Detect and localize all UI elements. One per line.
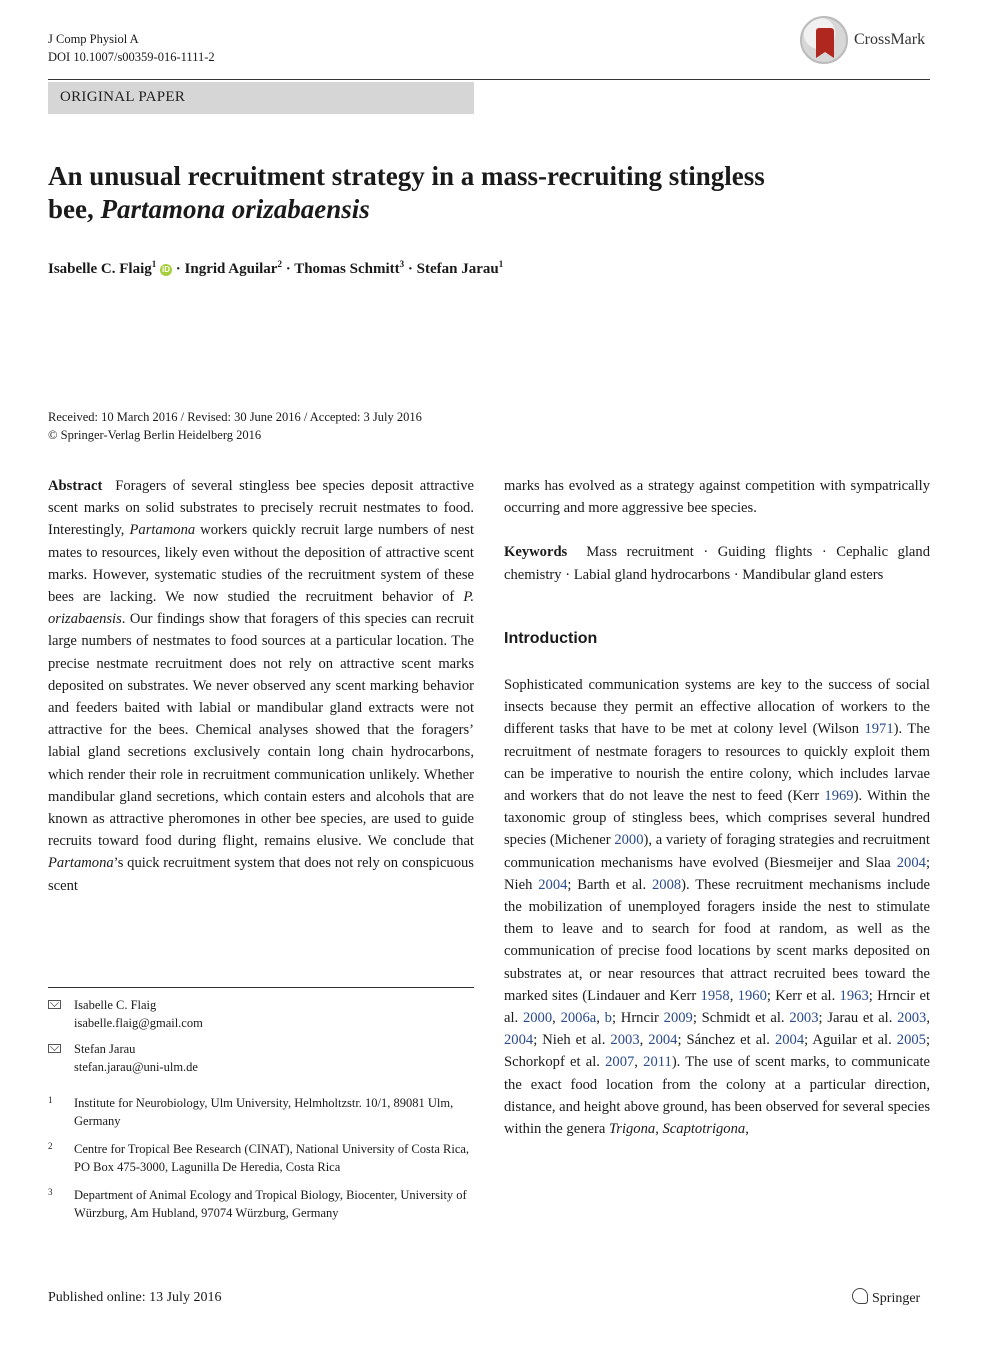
abstract-label: Abstract [48,478,103,494]
correspondence-entry [48,996,474,1032]
header-rule [48,79,930,80]
abstract-text: Abstract Foragers of several stingless bee species deposit attractive scent marks on solid substrates to precisely recruit nestmates to food. Interestingly, Partamona workers quickly recruit large numbers of nest mates to resources, likely even without the deposition of attractive scent marks. However, systematic studies of the recruitment system of these bees are lacking. We now studied the recruitment behavior of P. orizabaensis. Our findings show that foragers of this species can recruit large numbers of nestmates to food sources at a particular location. The precise nestmate recruitment does not rely on attractive scent marks deposited on substrates. We never observed any scent marking behavior and feeders baited with labial or mandibular gland extracts were not attractive for the bees. Chemical analyses showed that the foragers’ labial gland secretions exclusively contain long chain hydrocarbons, which render their role in recruitment communication unlikely. Whether mandibular gland secretions, which contain esters and alcohols that are known as attractive pheromones in other bee species, are used to guide recruits toward food during flight, remains elusive. We conclude that Partamona’s quick recruitment system that does not rely on conspicuous scent [48,478,474,894]
copyright: © Springer-Verlag Berlin Heidelberg 2016 [48,428,262,442]
citation-link[interactable]: 2004 [648,1032,678,1049]
envelope-icon [48,1044,61,1053]
author-name[interactable]: Stefan Jarau [416,261,499,277]
citation-link[interactable]: 1958 [700,987,730,1004]
history-dates: Received: 10 March 2016 / Revised: 30 June 2016 / Accepted: 3 July 2016 [48,410,422,424]
author-name[interactable]: Thomas Schmitt [294,261,400,277]
abstract-continuation: marks has evolved as a strategy against competition with sympatrically occurring and more aggressive bee species. [504,478,930,517]
citation-link[interactable]: 2003 [610,1032,640,1049]
citation-link[interactable]: 2004 [774,1032,805,1049]
published-online: Published online: 13 July 2016 [48,1290,222,1305]
correspondence-name: Stefan Jarau [74,1042,136,1056]
author-list: Isabelle C. Flaig$^1$ iD · Ingrid Aguilar$^2$ · Thomas Schmitt$^3$ · Stefan Jarau$^1$ [48,259,504,277]
citation-link[interactable]: 2007 [605,1054,635,1071]
correspondence-email[interactable]: isabelle.flaig@gmail.com [74,1016,203,1030]
correspondence-block [48,996,474,1084]
author-name[interactable]: Isabelle C. Flaig [48,261,152,277]
citation-link[interactable]: 2004 [504,1032,534,1049]
journal-name: J Comp Physiol A [48,32,139,46]
crossmark-logo-icon [800,16,848,64]
citation-link[interactable]: 1969 [824,788,854,805]
citation-link[interactable]: 2000 [522,1010,553,1027]
citation-link[interactable]: 1971 [864,721,894,738]
citation-link[interactable]: 2004 [896,854,926,871]
publisher-logo[interactable]: Springer [852,1288,920,1307]
citation-link[interactable]: 1963 [839,987,869,1004]
affiliation-item: 3 Department of Animal Ecology and Tropical Biology, Biocenter, University of Würzburg, Am Hubland, 97074 Würzburg, Germany [48,1187,467,1220]
article-dates [48,408,422,444]
footnote-rule [48,987,474,988]
author-name[interactable]: Ingrid Aguilar [184,261,278,277]
introduction-text: Sophisticated communication systems are key to the success of social insects because they permit an effective allocation of workers to the different tasks that have to be met at colony level (Wilson 1971). The recruitment of nestmate foragers to resources to quickly exploit them can be imperative to nourish the entire colony, which includes larvae and workers that do not leave the nest to feed (Kerr 1969). Within the taxonomic group of stingless bees, which comprises several hundred species (Michener 2000), a variety of foraging strategies and recruitment communication mechanisms have evolved (Biesmeijer and Slaa 2004; Nieh 2004; Barth et al. 2008). These recruitment mechanisms include the mobilization of unemployed foragers inside the nest to stimulate them to leave and to search for food at random, as well as the communication of precise food locations by scent marks deposited on substrates at, or near resources that attract recruited bees toward the marked sites (Lindauer and Kerr 1958, 1960; Kerr et al. 1963; Hrncir et al. 2000, 2006a, b; Hrncir 2009; Schmidt et al. 2003; Jarau et al. 2003, 2004; Nieh et al. 2003, 2004; Sánchez et al. 2004; Aguilar et al. 2005; Schorkopf et al. 2007, 2011). The use of scent marks, to communicate the exact food location from the colony at a particular direction, distance, and height above ground, has been observed for several species within the genera Trigona, Scaptotrigona, [504,677,931,1138]
affiliation-item: 2 Centre for Tropical Bee Research (CINAT), National University of Costa Rica, PO Box 475-3000, Lagunilla De Heredia, Costa Rica [48,1141,470,1174]
keywords: Keywords Mass recruitment · Guiding flights · Cephalic gland chemistry · Labial gland hydrocarbons · Mandibular gland esters [504,544,931,583]
envelope-icon [48,1000,61,1009]
citation-link[interactable]: 2005 [896,1032,926,1049]
abstract-column [48,475,474,897]
right-column [504,475,930,1140]
doi[interactable]: DOI 10.1007/s00359-016-1111-2 [48,50,215,64]
correspondence-email[interactable]: stefan.jarau@uni-ulm.de [74,1060,198,1074]
article-title: An unusual recruitment strategy in a mass-recruiting stingless bee, Partamona orizabaensis [48,161,765,224]
affiliation-item: 1 Institute for Neurobiology, Ulm University, Helmholtzstr. 10/1, 89081 Ulm, Germany [48,1095,454,1128]
section-heading-introduction: Introduction [504,629,598,647]
citation-link[interactable]: b [604,1010,612,1027]
crossmark-label: CrossMark [854,31,926,48]
citation-link[interactable]: 2003 [789,1010,819,1027]
citation-link[interactable]: 2009 [663,1010,693,1027]
citation-link[interactable]: 2004 [538,876,568,893]
citation-link[interactable]: 2003 [897,1010,927,1027]
correspondence-name: Isabelle C. Flaig [74,998,157,1012]
citation-link[interactable]: 2008 [651,876,682,893]
paper-type-label: ORIGINAL PAPER [60,89,186,105]
journal-header [48,30,215,66]
affiliations [48,1094,474,1232]
keywords-label: Keywords [504,544,568,561]
orcid-icon[interactable]: iD [162,265,170,274]
citation-link[interactable]: 1960 [737,987,767,1004]
citation-link[interactable]: 2006a [560,1010,597,1027]
correspondence-entry [48,1040,474,1076]
citation-link[interactable]: 2000 [614,832,644,849]
springer-horse-icon [852,1288,868,1304]
paper-type-badge [48,82,474,114]
citation-link[interactable]: 2011 [643,1054,672,1071]
crossmark-badge[interactable] [800,14,940,72]
